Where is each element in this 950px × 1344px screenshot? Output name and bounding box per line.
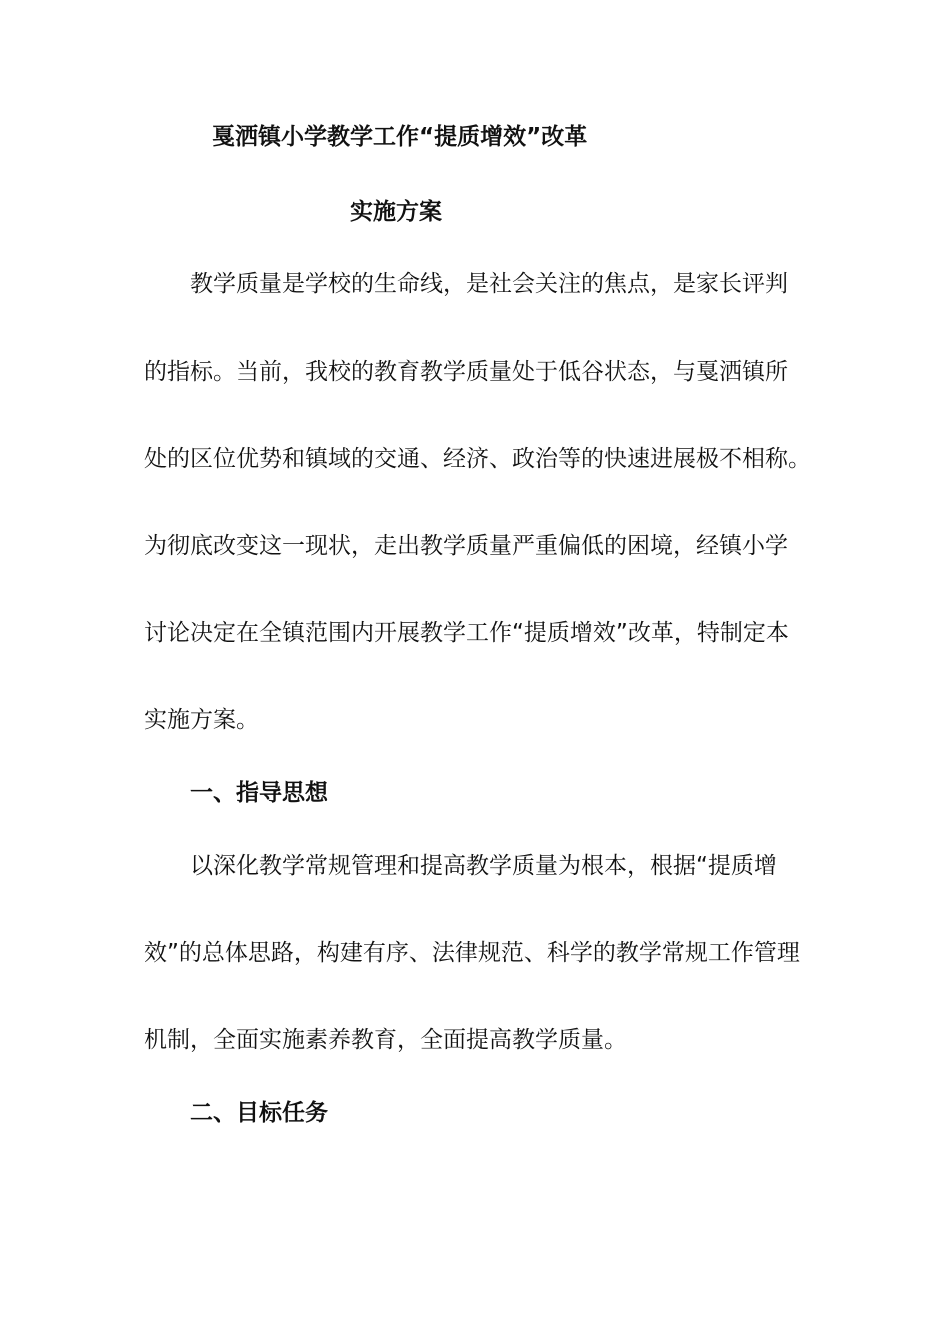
intro-paragraph-line: 教学质量是学校的生命线，是社会关注的焦点，是家长评判 <box>190 271 788 297</box>
intro-paragraph-line: 讨论决定在全镇范围内开展教学工作“提质增效”改革，特制定本 <box>144 620 789 646</box>
section-heading-goals-tasks: 二、目标任务 <box>190 1100 328 1126</box>
intro-paragraph-line: 为彻底改变这一现状，走出教学质量严重偏低的困境，经镇小学 <box>144 533 788 559</box>
section1-paragraph-line: 机制，全面实施素养教育，全面提高教学质量。 <box>144 1027 627 1053</box>
document-title-line-2: 实施方案 <box>350 199 442 225</box>
intro-paragraph-line: 的指标。当前，我校的教育教学质量处于低谷状态，与戛洒镇所 <box>144 359 788 385</box>
section1-paragraph-line: 以深化教学常规管理和提高教学质量为根本，根据“提质增 <box>190 853 777 879</box>
section1-paragraph-line: 效”的总体思路，构建有序、法律规范、科学的教学常规工作管理 <box>144 940 800 966</box>
document-title-line-1: 戛洒镇小学教学工作“提质增效”改革 <box>212 124 588 150</box>
section-heading-guiding-thought: 一、指导思想 <box>190 780 328 806</box>
intro-paragraph-line: 处的区位优势和镇域的交通、经济、政治等的快速进展极不相称。 <box>144 446 811 472</box>
intro-paragraph-line: 实施方案。 <box>144 707 259 733</box>
